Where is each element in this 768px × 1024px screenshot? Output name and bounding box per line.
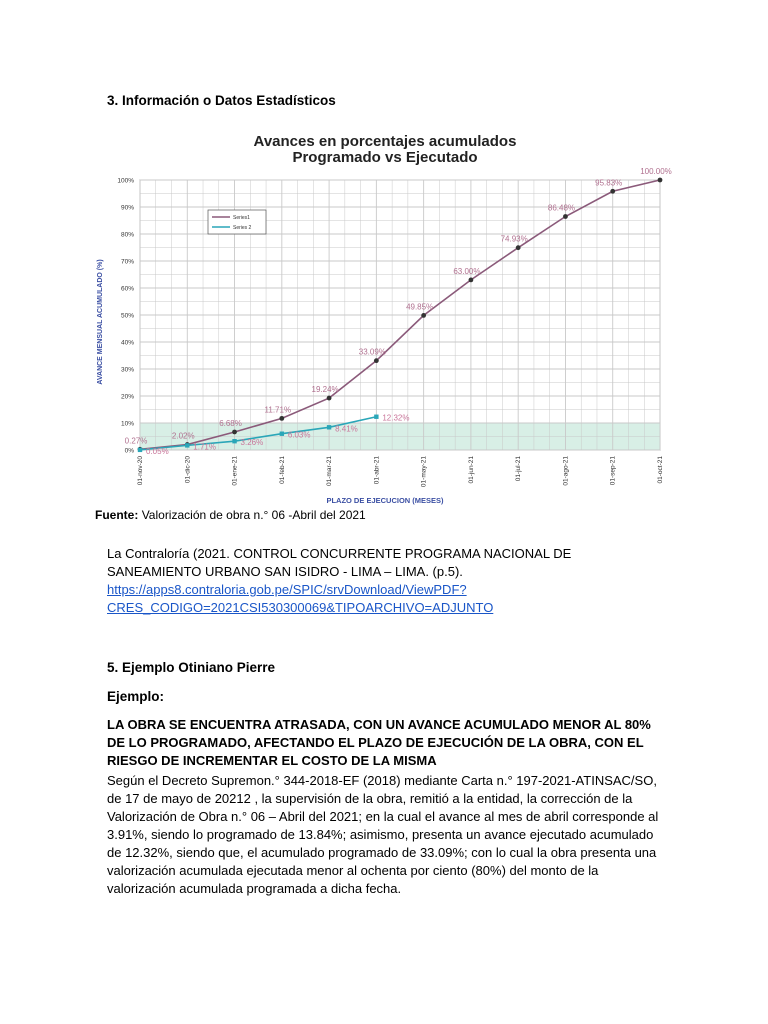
x-tick-label: 01-abr-21 (373, 456, 381, 485)
series2-point (374, 415, 378, 419)
series2-point (327, 425, 331, 429)
example-caps-title: LA OBRA SE ENCUENTRA ATRASADA, CON UN AVANCE ACUMULADO MENOR AL 80% DE LO PROGRAMADO, AFECTANDO EL PLAZO DE EJECUCIÓN DE LA OBRA, CON EL RIESGO DE INCREMENTAR EL COSTO DE LA MISMA (107, 717, 651, 768)
data-label: 2.02% (171, 431, 195, 441)
series1-point (469, 278, 474, 283)
chart-source (95, 508, 366, 522)
legend-label: Series1 (233, 215, 250, 221)
series1-point (516, 245, 521, 250)
data-label: 3.26% (240, 438, 264, 448)
legend-label: Series 2 (233, 225, 252, 231)
chart-xlabel: PLAZO DE EJECUCION (MESES) (326, 496, 444, 505)
y-tick-label: 70% (120, 258, 134, 266)
x-tick-label: 01-sep-21 (609, 456, 617, 486)
data-label: 8.41% (335, 424, 358, 434)
series2-point (280, 432, 284, 436)
section-heading-stats: 3. Información o Datos Estadísticos (107, 93, 336, 108)
x-tick-label: 01-mar-21 (326, 456, 334, 486)
data-label: 12.32% (382, 413, 410, 423)
x-tick-label: 01-feb-21 (278, 456, 286, 484)
data-label: 33.09% (358, 347, 386, 357)
series2-point (138, 448, 142, 452)
data-label: 0.05% (146, 446, 169, 456)
example-body: Según el Decreto Supremon.° 344-2018-EF (2018) mediante Carta n.° 197-2021-ATINSAC/SO, de 17 de mayo de 20212 , la supervisión de la obra, remitió a la entidad, la corrección de la Valorización de Obra n.° 06 – Abril del 2021; en la cual el avance al mes de abril corresponde al 3.91%, siendo lo programado de 13.84%; asimismo, presenta un avance ejecutado acumulado de 12.32%, siendo que, el acumulado programado de 33.09%; con lo cual la obra presenta una valorización acumulada ejecutada menor al ochenta por ciento (80%) del monto de la valorización acumulada programada a dicha fecha. (107, 773, 659, 896)
y-tick-label: 60% (120, 285, 134, 293)
series1-point (658, 178, 663, 183)
data-label: 6.03% (287, 430, 311, 440)
data-label: 6.68% (219, 418, 242, 428)
data-label: 95.83% (595, 178, 623, 188)
y-tick-label: 0% (124, 447, 134, 455)
y-tick-label: 30% (120, 366, 134, 374)
citation-text: La Contraloría (2021. CONTROL CONCURRENTE PROGRAMA NACIONAL DE SANEAMIENTO URBANO SAN ISIDRO - LIMA – LIMA. (p.5). (107, 546, 572, 579)
source-label: Fuente: (95, 508, 139, 522)
chart-title: Avances en porcentajes acumulados (253, 133, 517, 150)
series1-point (327, 396, 332, 401)
data-label: 49.85% (406, 302, 434, 312)
section-heading-example: 5. Ejemplo Otiniano Pierre (107, 660, 276, 675)
data-label: 86.48% (547, 203, 576, 213)
x-tick-label: 01-ene-21 (231, 456, 239, 486)
example-label: Ejemplo: (107, 689, 165, 704)
x-tick-label: 01-may-21 (420, 456, 428, 488)
progress-chart-svg (90, 122, 690, 512)
chart-ylabel: AVANCE MENSUAL ACUMULADO (%) (97, 259, 104, 385)
data-label: 74.93% (500, 234, 528, 244)
x-tick-label: 01-dic-20 (184, 456, 192, 484)
series1-point (610, 189, 615, 194)
data-label: 11.71% (264, 405, 292, 415)
x-tick-label: 01-nov-20 (137, 456, 144, 486)
data-label: 1.71% (193, 442, 216, 452)
y-tick-label: 90% (120, 204, 134, 212)
citation-block (107, 545, 667, 617)
y-tick-label: 80% (120, 231, 134, 239)
x-tick-label: 01-oct-21 (657, 456, 664, 484)
x-tick-label: 01-jun-21 (467, 456, 475, 484)
progress-chart (90, 122, 690, 532)
data-label: 100.00% (640, 167, 672, 176)
citation-link-line1[interactable]: https://apps8.contraloria.gob.pe/SPIC/srvDownload/ViewPDF? (107, 582, 467, 597)
series1-point (421, 313, 426, 318)
citation-link-line2[interactable]: CRES_CODIGO=2021CSI530300069&TIPOARCHIVO=ADJUNTO (107, 600, 494, 615)
x-tick-label: 01-jul-21 (515, 456, 523, 482)
data-label: 0.27% (124, 436, 148, 446)
y-tick-label: 50% (120, 312, 134, 320)
source-text: Valorización de obra n.° 06 -Abril del 2021 (141, 508, 366, 522)
data-label: 19.24% (311, 385, 339, 395)
series2-point (232, 439, 236, 443)
x-tick-label: 01-ago-21 (562, 456, 570, 486)
chart-subtitle: Programado vs Ejecutado (292, 149, 478, 166)
series1-point (232, 430, 237, 435)
y-tick-label: 40% (120, 339, 134, 347)
y-tick-label: 20% (120, 393, 134, 401)
y-tick-label: 100% (117, 177, 134, 185)
y-tick-label: 10% (120, 420, 134, 428)
series2-point (185, 443, 189, 447)
series1-point (563, 214, 568, 219)
series1-point (279, 416, 284, 421)
series1-point (374, 358, 379, 363)
data-label: 63.00% (453, 266, 481, 276)
